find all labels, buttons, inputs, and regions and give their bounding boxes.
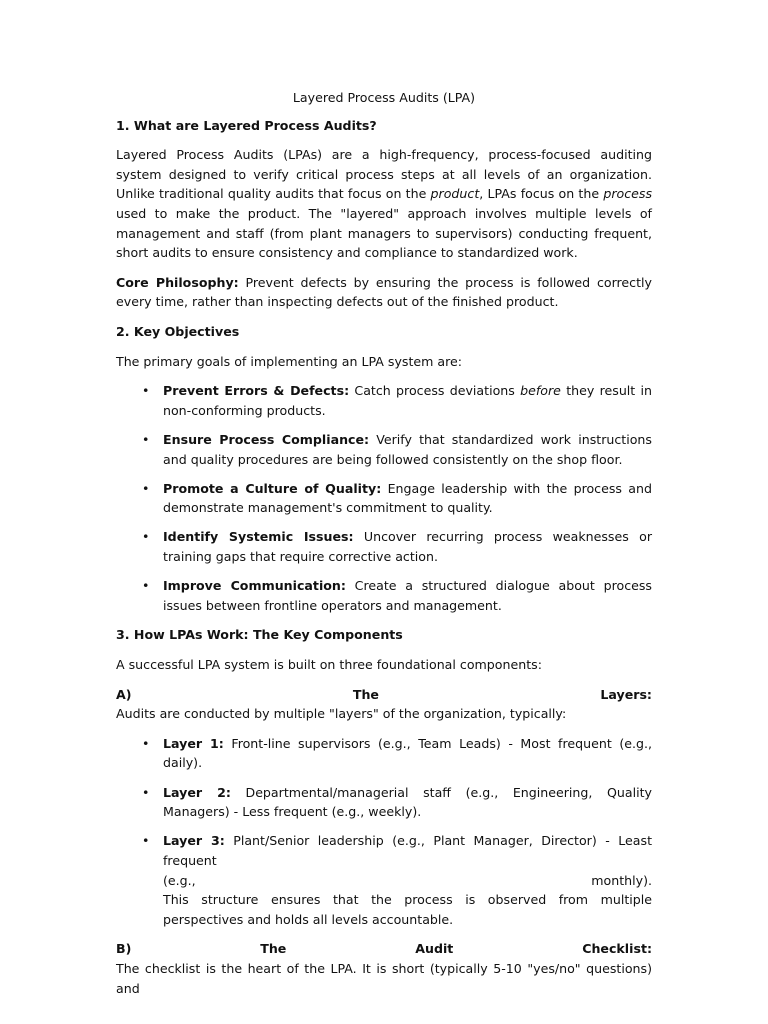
objective-label: Promote a Culture of Quality: [163, 480, 382, 496]
objective-label: Improve Communication: [163, 578, 346, 594]
section-2-intro: The primary goals of implementing an LPA system are: [116, 353, 463, 369]
list-item [116, 576, 652, 615]
objective-text: Catch process deviations [349, 383, 521, 399]
core-philosophy-paragraph [116, 273, 652, 312]
objective-text: they result in non-conforming products. [163, 383, 653, 418]
objective-label: Prevent Errors & Defects: [163, 383, 350, 399]
subheading-a-layers [116, 685, 652, 705]
list-item [116, 734, 652, 773]
text-run: , LPAs focus on the [479, 186, 604, 202]
bullet-icon: • [142, 735, 150, 751]
subheading-word: The [260, 941, 287, 957]
list-item [116, 831, 652, 929]
layer-label: Layer 1: [163, 735, 224, 751]
subheading-word: The [352, 686, 379, 702]
list-item [116, 479, 652, 518]
list-item [116, 527, 652, 566]
document-title: Layered Process Audits (LPA) [292, 90, 476, 105]
objective-text: Uncover recurring process weaknesses or training gaps that require corrective action. [163, 529, 652, 565]
bullet-icon: • [142, 480, 150, 496]
emphasis-process: process [603, 186, 652, 202]
subheading-b-checklist [116, 939, 652, 959]
section-3-heading: 3. How LPAs Work: The Key Components [116, 627, 403, 643]
emphasis-before: before [520, 383, 561, 399]
text-run: Layered Process Audits (LPAs) are a high-frequency, process-focused auditing system designed to verify critical process steps at all levels of an organization. Unlike traditional quality audits that focus on the [116, 147, 652, 202]
subheading-word: A) [116, 686, 132, 702]
layer-text: Plant/Senior leadership (e.g., Plant Manager, Director) - Least frequent [163, 833, 653, 868]
objectives-list [116, 381, 652, 615]
layer-line-left [163, 831, 652, 870]
subheading-word: B) [116, 941, 132, 957]
section-1-heading: 1. What are Layered Process Audits? [116, 117, 377, 133]
bullet-icon: • [142, 578, 150, 594]
list-item [116, 381, 652, 420]
objective-text: Engage leadership with the process and demonstrate management's commitment to quality. [163, 480, 652, 516]
section-2-heading: 2. Key Objectives [116, 323, 240, 339]
layer-3-line-3: This structure ensures that the process is observed from multiple perspectives and holds all levels accountable. [163, 892, 652, 927]
bullet-icon: • [142, 784, 150, 800]
section-1-paragraph [116, 145, 652, 263]
layer-text: (e.g., [163, 872, 196, 888]
layer-3-line-1 [163, 831, 652, 870]
emphasis-product: product [430, 186, 480, 202]
section-3-intro: A successful LPA system is built on three foundational components: [116, 657, 542, 673]
objective-label: Ensure Process Compliance: [163, 431, 370, 447]
bullet-icon: • [142, 431, 150, 447]
layer-text: Front-line supervisors (e.g., Team Leads) - Most frequent (e.g., daily). [163, 735, 652, 771]
layer-3-line-2 [163, 871, 652, 891]
bullet-icon: • [142, 383, 150, 399]
text-run: used to make the product. The "layered" approach involves multiple levels of management and staff (from plant managers to supervisors) conducting frequent, short audits to ensure consistency and compliance to standardized work. [116, 205, 652, 261]
objective-label: Identify Systemic Issues: [163, 529, 354, 545]
core-philosophy-text: Prevent defects by ensuring the process is followed correctly every time, rather than inspecting defects out of the finished product. [116, 274, 652, 310]
bullet-icon: • [142, 833, 150, 849]
layers-intro: Audits are conducted by multiple "layers" of the organization, typically: [116, 706, 567, 722]
layers-list [116, 734, 652, 930]
subheading-word: Checklist: [582, 941, 652, 957]
layer-text: monthly). [591, 872, 652, 888]
list-item [116, 783, 652, 822]
subheading-word: Audit [415, 941, 454, 957]
bullet-icon: • [142, 529, 150, 545]
checklist-paragraph: The checklist is the heart of the LPA. It is short (typically 5-10 "yes/no" questions) and [116, 960, 652, 996]
subheading-word: Layers: [600, 686, 652, 702]
core-philosophy-label: Core Philosophy: [116, 274, 239, 290]
objective-text: Verify that standardized work instructions and quality procedures are being followed consistently on the shop floor. [163, 431, 652, 467]
objective-text: Create a structured dialogue about process issues between frontline operators and management. [163, 578, 652, 613]
layer-label: Layer 3: [163, 833, 225, 849]
list-item [116, 430, 652, 469]
layer-label: Layer 2: [163, 784, 231, 800]
document-body [116, 88, 652, 998]
layer-text: Departmental/managerial staff (e.g., Engineering, Quality Managers) - Less frequent (e.g., weekly). [163, 784, 652, 820]
